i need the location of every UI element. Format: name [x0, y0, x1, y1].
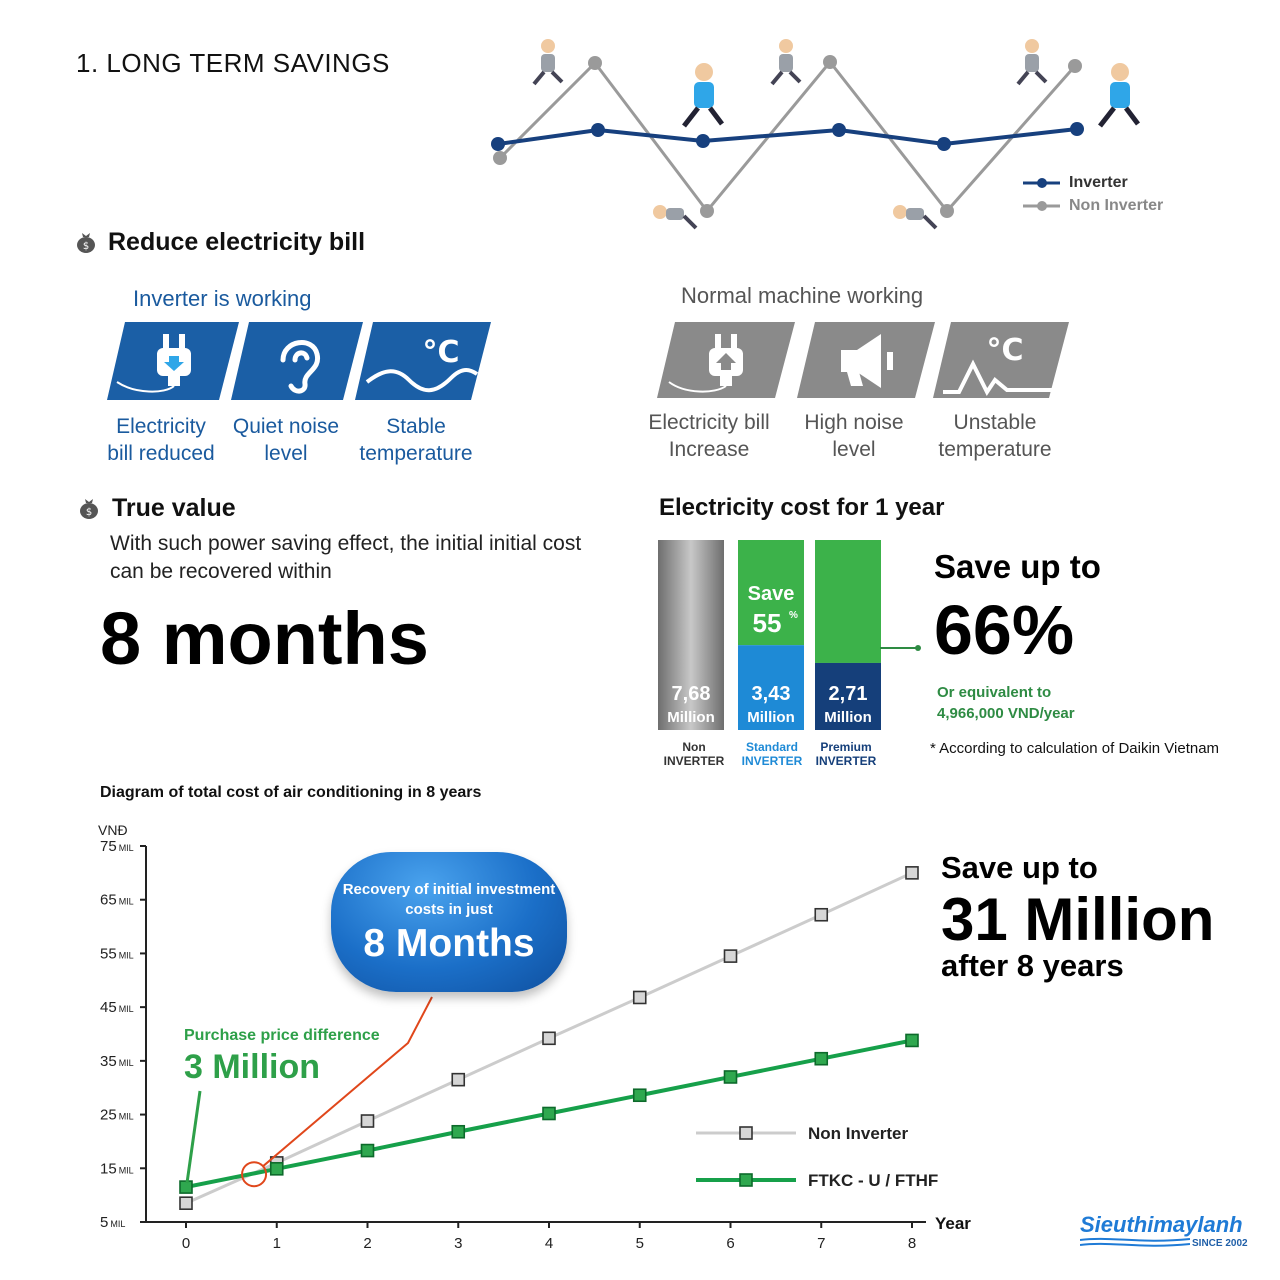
svg-text:$: $ — [85, 507, 93, 518]
cost-year-title: Electricity cost for 1 year — [659, 494, 945, 521]
y-tick-label: 45 MIL — [100, 999, 134, 1017]
y-tick-label: 35 MIL — [100, 1052, 134, 1070]
runner-icon — [1100, 63, 1138, 126]
recovery-bubble: Recovery of initial investment costs in just 8 Months — [331, 852, 567, 992]
brand-since: SINCE 2002 — [1192, 1238, 1248, 1249]
x-tick-label: 1 — [272, 1235, 281, 1252]
y-axis-label: VNĐ — [98, 822, 128, 838]
piggy-bank-icon — [77, 496, 101, 520]
series-point-1 — [362, 1145, 374, 1157]
brand-wave-icon — [1080, 1236, 1190, 1250]
save-55-label: Save — [747, 583, 795, 605]
series-point-0 — [725, 950, 737, 962]
inverter-wave-line — [498, 129, 1077, 144]
svg-text:$: $ — [82, 241, 90, 252]
bar-value-label: 7,68 — [671, 683, 711, 705]
cost-year-category-labels — [655, 740, 895, 770]
fallen-runner-icon — [653, 205, 696, 228]
series-point-0 — [634, 991, 646, 1003]
runner-icon — [684, 63, 722, 126]
save-31-line3: after 8 years — [941, 948, 1124, 983]
series-point-1 — [815, 1053, 827, 1065]
y-tick-label: 65 MIL — [100, 891, 134, 909]
series-point-1 — [543, 1107, 555, 1119]
legend-marker — [740, 1174, 752, 1186]
page-title: 1. LONG TERM SAVINGS — [76, 48, 390, 78]
series-point-0 — [452, 1074, 464, 1086]
recovery-months: 8 months — [100, 597, 429, 680]
runner-icon — [772, 39, 800, 84]
cost-year-bar-chart — [655, 538, 935, 734]
x-tick-label: 0 — [181, 1235, 191, 1252]
save-31-line2: 31 Million — [941, 886, 1215, 953]
feature-label-stable-temperature: Stable temperature — [359, 415, 473, 465]
bar-category-non: Non INVERTER — [663, 740, 725, 768]
reduce-bill-title: Reduce electricity bill — [108, 228, 366, 256]
save-percent: 66% — [934, 591, 1075, 669]
non-inverter-wave-line — [500, 62, 1075, 211]
x-tick-label: 4 — [544, 1235, 554, 1252]
bar-unit-label: Million — [824, 709, 872, 726]
bar-value-label: 3,43 — [751, 683, 791, 705]
true-value-body: With such power saving effect, the initial initial cost can be recovered within — [110, 532, 582, 583]
legend-marker — [740, 1127, 752, 1139]
legend-label: FTKC - U / FTHF — [808, 1171, 939, 1190]
series-point-1 — [906, 1034, 918, 1046]
inverter-wave-illustration — [470, 28, 1190, 248]
series-point-1 — [452, 1126, 464, 1138]
x-tick-label: 2 — [363, 1235, 372, 1252]
bar-unit-label: Million — [667, 709, 715, 726]
y-tick-label: 5 MIL — [100, 1214, 126, 1231]
inverter-working-heading: Inverter is working — [133, 286, 312, 311]
bar-saving-segment — [815, 540, 881, 663]
series-point-0 — [180, 1197, 192, 1209]
bar-value-label: 2,71 — [828, 683, 868, 705]
bar-category-premium: Premium INVERTER — [815, 740, 877, 768]
runner-icon — [534, 39, 562, 84]
feature-label-bill-reduced: Electricity bill reduced — [107, 415, 215, 465]
x-tick-label: 5 — [635, 1235, 644, 1252]
wave-legend-non-inverter: Non Inverter — [1069, 197, 1164, 214]
feature-label-quiet-noise: Quiet noise level — [232, 415, 340, 465]
equivalent-note: Or equivalent to 4,966,000 VND/year — [937, 684, 1075, 722]
purchase-difference-label: Purchase price difference — [184, 1027, 380, 1044]
x-axis-label: Year — [935, 1214, 971, 1233]
legend-label: Non Inverter — [808, 1124, 909, 1143]
brand-logo: Sieuthimaylanh — [1080, 1212, 1243, 1237]
save-55-unit: % — [789, 610, 798, 621]
series-point-1 — [271, 1163, 283, 1175]
bar-unit-label: Million — [747, 709, 795, 726]
daikin-note: * According to calculation of Daikin Vietnam — [930, 740, 1220, 757]
normal-feature-tiles — [655, 320, 1073, 400]
y-tick-label: 25 MIL — [100, 1106, 134, 1124]
normal-working-heading: Normal machine working — [681, 283, 924, 308]
celsius-label: °C — [986, 333, 1024, 368]
series-point-0 — [362, 1115, 374, 1127]
celsius-label: °C — [422, 335, 460, 370]
x-tick-label: 8 — [907, 1235, 917, 1252]
runner-icon — [1018, 39, 1046, 84]
purchase-pointer — [187, 1091, 200, 1183]
fallen-runner-icon — [893, 205, 936, 228]
wave-legend-inverter: Inverter — [1069, 174, 1128, 191]
y-tick-label: 75 MIL — [100, 838, 134, 855]
x-tick-label: 3 — [454, 1235, 463, 1252]
series-point-1 — [180, 1181, 192, 1193]
inverter-feature-tiles — [105, 320, 497, 402]
series-point-1 — [725, 1071, 737, 1083]
feature-label-high-noise: High noise level — [804, 411, 904, 461]
money-bag-icon — [74, 230, 98, 254]
y-tick-label: 15 MIL — [100, 1160, 134, 1178]
save-up-title: Save up to — [934, 548, 1101, 585]
feature-label-unstable-temperature: Unstable temperature — [938, 411, 1052, 461]
true-value-title: True value — [112, 494, 236, 522]
series-point-0 — [815, 909, 827, 921]
bar-category-standard: Standard INVERTER — [741, 740, 803, 768]
series-point-0 — [906, 867, 918, 879]
y-tick-label: 55 MIL — [100, 945, 134, 963]
series-point-1 — [634, 1089, 646, 1101]
connector-line — [880, 640, 930, 656]
x-tick-label: 6 — [726, 1235, 735, 1252]
total-cost-chart-title: Diagram of total cost of air conditioning in 8 years — [100, 784, 482, 801]
feature-label-bill-increase: Electricity bill Increase — [648, 411, 770, 461]
save-55-value: 55 — [752, 608, 782, 638]
x-tick-label: 7 — [817, 1235, 826, 1252]
series-point-0 — [543, 1032, 555, 1044]
purchase-difference-value: 3 Million — [184, 1048, 320, 1086]
save-31-line1: Save up to — [941, 850, 1098, 885]
